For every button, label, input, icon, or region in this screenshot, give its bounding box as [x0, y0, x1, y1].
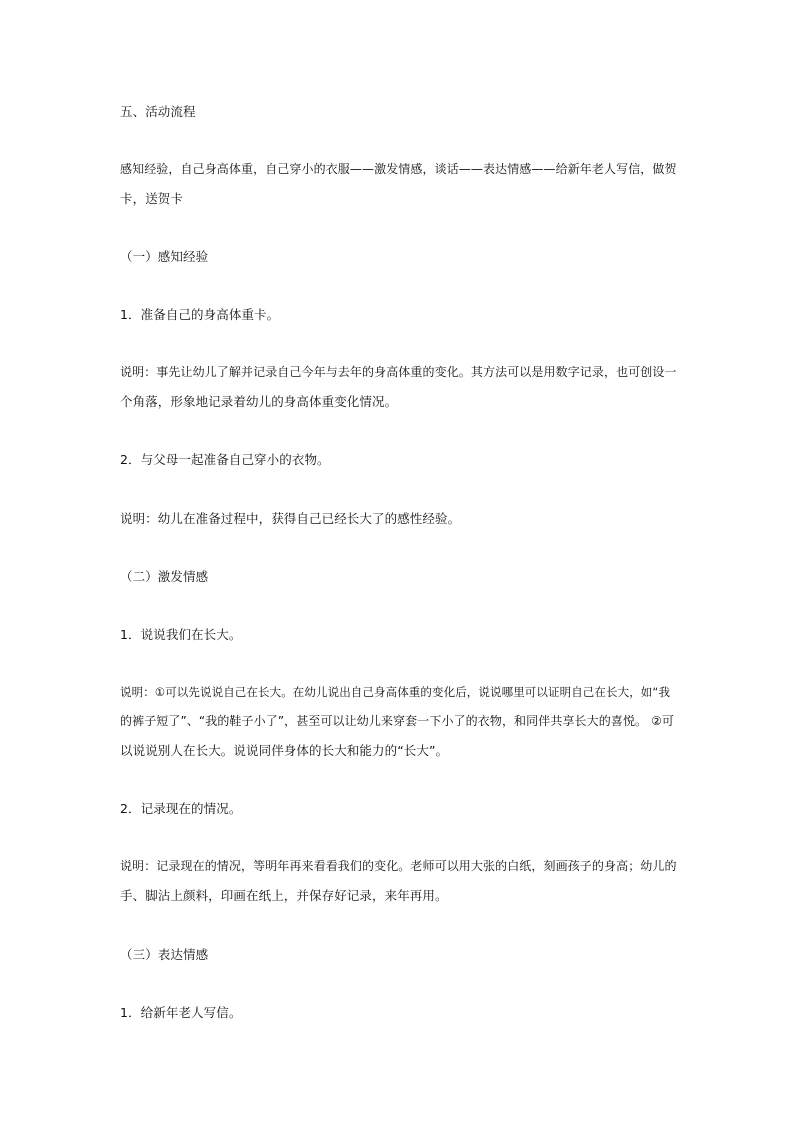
- note-text-line: 说明：①可以先说说自己在长大。在幼儿说出自己身高体重的变化后，说说哪里可以证明自己在长大，如“我: [120, 685, 671, 699]
- note-text-line: 说明：事先让幼儿了解并记录自己今年与去年的身高体重的变化。其方法可以是用数字记录，也可创设一: [120, 365, 677, 379]
- note-text-line: 个角落，形象地记录着幼儿的身高体重变化情况。: [120, 394, 398, 409]
- subsection-title: （一）感知经验: [120, 249, 209, 264]
- list-item: 1．说说我们在长大。: [120, 627, 242, 642]
- subsection-title: （二）激发情感: [120, 569, 209, 584]
- intro-text-line: 感知经验，自己身高体重，自己穿小的衣服——激发情感，谈话——表达情感——给新年老人写信，做贺: [120, 162, 677, 176]
- intro-text-line: 卡，送贺卡: [120, 191, 184, 206]
- list-item: 1．给新年老人写信。: [120, 1005, 242, 1020]
- note-text-line: 的裤子短了”、“我的鞋子小了”，甚至可以让幼儿来穿套一下小了的衣物，和同伴共享长大的喜悦。 ②可: [120, 714, 675, 728]
- note-text-line: 手、脚沾上颜料，印画在纸上，并保存好记录，来年再用。: [120, 888, 448, 903]
- subsection-title: （三）表达情感: [120, 947, 209, 962]
- note-text-line: 说明：幼儿在准备过程中，获得自己已经长大了的感性经验。: [120, 511, 461, 526]
- list-item: 2．与父母一起准备自己穿小的衣物。: [120, 452, 330, 467]
- note-text-line: 以说说别人在长大。说说同伴身体的长大和能力的“长大”。: [120, 743, 449, 758]
- list-item: 1．准备自己的身高体重卡。: [120, 307, 280, 322]
- section-heading: 五、活动流程: [120, 104, 196, 119]
- note-text-line: 说明：记录现在的情况，等明年再来看看我们的变化。老师可以用大张的白纸，刻画孩子的身高；幼儿的: [120, 859, 677, 873]
- list-item: 2．记录现在的情况。: [120, 801, 242, 816]
